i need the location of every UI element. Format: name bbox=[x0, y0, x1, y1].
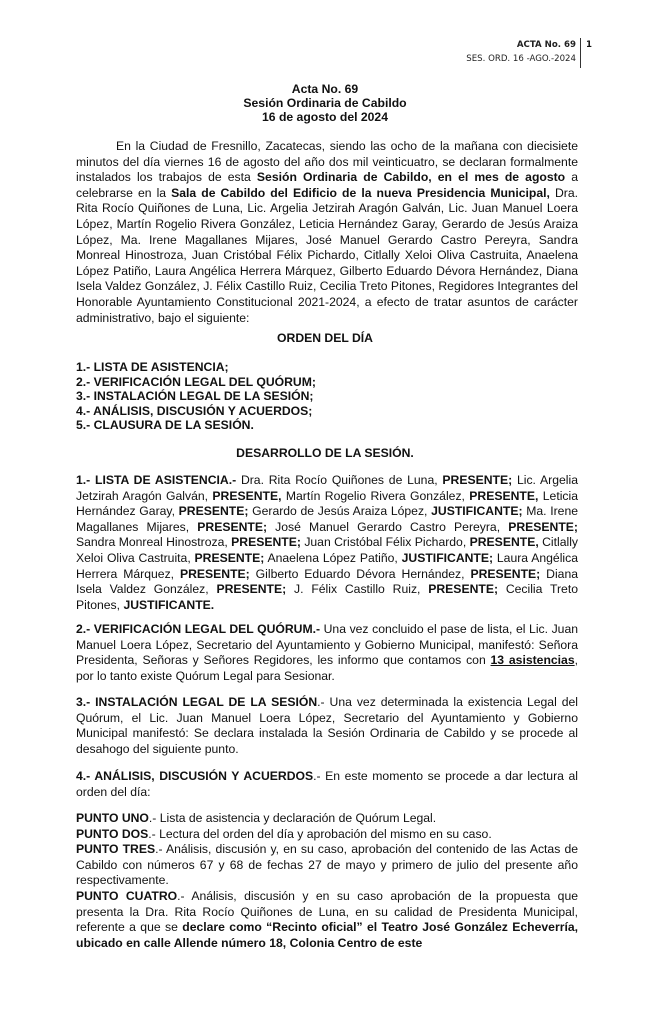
list-item: 3.- INSTALACIÓN LEGAL DE LA SESIÓN; bbox=[76, 389, 314, 403]
header-divider bbox=[580, 38, 581, 68]
status: PRESENTE; bbox=[508, 519, 578, 534]
name: Gilberto Eduardo Dévora Hernández, bbox=[249, 566, 471, 581]
status: PRESENTE; bbox=[231, 535, 301, 550]
name: Anaelena López Patiño, bbox=[264, 550, 402, 565]
punto-uno bbox=[76, 811, 578, 827]
name: Martín Rogelio Rivera González, bbox=[281, 488, 470, 503]
section-number: 4 bbox=[76, 769, 83, 783]
status: JUSTIFICANTE. bbox=[123, 597, 215, 612]
section-asistencia bbox=[76, 473, 578, 613]
punto-dos bbox=[76, 827, 578, 843]
name: Juan Cristóbal Félix Pichardo, bbox=[300, 535, 470, 550]
status: PRESENTE; bbox=[179, 566, 250, 581]
punto-text: .- Lista de asistencia y declaración de Quórum Legal. bbox=[148, 811, 437, 825]
name: Sandra Monreal Hinostroza, bbox=[76, 535, 232, 550]
page-number: 1 bbox=[586, 40, 592, 50]
status: PRESENTE; bbox=[442, 473, 513, 487]
name: Cecilia Treto Pitones, bbox=[76, 582, 579, 612]
name: José Manuel Gerardo Castro Pereyra, bbox=[267, 519, 509, 534]
intro-text: En la Ciudad de Fresnillo, Zacatecas, siendo las ocho de la mañana con diecisiete minutos del día viernes 16 de agosto del año dos mil veinticuatro, se declaran formalmente instalados los trabajos de esta bbox=[76, 139, 578, 185]
intro-text: Dra. Rita Rocío Quiñones de Luna, Lic. Argelia Jetzirah Aragón Galván, Lic. Juan Manuel Loera López, Martín Rogelio Rivera González, Leticia Hernández Garay, Gerardo de Jesús Araiza López, Ma. Irene Magallanes Mijares, José Manuel Gerardo Castro Pereyra, Sandra Monreal Hinostroza, Juan Cristóbal Félix Pichardo, Citlally Xeloi Oliva Castruita, Anaelena López Patiño, Laura Angélica Herrera Márquez, Gilberto Eduardo Dévora Hernández, Diana Isela Valdez González, J. Félix Castillo Ruiz, Cecilia Treto Pitones, Regidores Integrantes del Honorable Ayuntamiento Constitucional 2021-2024, a efecto de tratar asuntos de carácter administrativo, bajo el siguiente: bbox=[76, 185, 578, 325]
punto-text: .- Análisis, discusión y en su caso aprobación de la propuesta que presenta la Dra. Rita Rocío Quiñones de Luna, en su calidad de Presidenta Municipal, referente a que se bbox=[76, 888, 579, 935]
status: PRESENTE; bbox=[197, 519, 268, 534]
status: PRESENTE; bbox=[470, 566, 541, 581]
status: PRESENTE; bbox=[216, 582, 287, 597]
status: PRESENTE, bbox=[469, 488, 539, 503]
section-quorum bbox=[76, 622, 578, 684]
name: Citlally Xeloi Oliva Castruita, bbox=[76, 535, 579, 565]
doc-subtitle: Sesión Ordinaria de Cabildo bbox=[243, 96, 407, 110]
section-heading: 2.- VERIFICACIÓN LEGAL DEL QUÓRUM.- bbox=[76, 622, 321, 636]
name: Laura Angélica Herrera Márquez, bbox=[76, 550, 578, 581]
status: PRESENTE, bbox=[212, 488, 282, 503]
name: Dra. Rita Rocío Quiñones de Luna, bbox=[236, 473, 443, 487]
header-acta: ACTA No. 69 bbox=[516, 40, 576, 50]
orden-list bbox=[76, 360, 578, 433]
name: J. Félix Castillo Ruiz, bbox=[286, 582, 429, 597]
punto-tres bbox=[76, 842, 578, 889]
intro-text: a celebrarse en la bbox=[76, 170, 579, 200]
status: PRESENTE; bbox=[428, 582, 499, 597]
section-heading: 1.- LISTA DE ASISTENCIA.- bbox=[76, 473, 237, 487]
intro-bold: Sala de Cabildo del Edificio de la nueva Presidencia Municipal, bbox=[171, 185, 550, 200]
intro-paragraph bbox=[76, 139, 578, 326]
section-instalacion bbox=[76, 695, 578, 757]
header-session: SES. ORD. 16 -AGO.-2024 bbox=[466, 54, 576, 64]
status: JUSTIFICANTE; bbox=[431, 504, 523, 519]
list-item: 4.- ANÁLISIS, DISCUSIÓN Y ACUERDOS; bbox=[76, 403, 313, 418]
section-heading: .- INSTALACIÓN LEGAL DE LA SESIÓN bbox=[82, 695, 318, 709]
status: PRESENTE; bbox=[194, 550, 265, 565]
status: PRESENTE; bbox=[178, 504, 249, 519]
list-item: 5.- CLAUSURA DE LA SESIÓN. bbox=[76, 418, 254, 432]
doc-title: Acta No. 69 bbox=[291, 82, 359, 96]
punto-text: .- Análisis, discusión y, en su caso, aprobación del contenido de las Actas de Cabildo con números 67 y 68 de fechas 27 de mayo y primero de julio del presente año respectivamente. bbox=[76, 842, 578, 888]
section-analisis bbox=[76, 769, 578, 800]
name: Lic. Argelia Jetzirah Aragón Galván, bbox=[76, 473, 578, 503]
punto-bold-text: declare como “Recinto oficial” el Teatro José González Echeverría, ubicado en calle Allende número 18, Colonia Centro de este bbox=[76, 920, 578, 950]
punto-label: PUNTO TRES bbox=[76, 842, 156, 857]
desarrollo-heading: DESARROLLO DE LA SESIÓN. bbox=[236, 446, 414, 460]
section-text: , por lo tanto existe Quórum Legal para Sesionar. bbox=[76, 653, 579, 683]
section-number: 3 bbox=[76, 695, 83, 709]
status: JUSTIFICANTE; bbox=[401, 550, 494, 565]
punto-label: PUNTO UNO bbox=[76, 811, 149, 825]
page-header bbox=[466, 38, 576, 66]
intro-bold: Sesión Ordinaria de Cabildo, en el mes de agosto bbox=[256, 170, 566, 185]
name: Ma. Irene Magallanes Mijares, bbox=[76, 504, 578, 534]
section-heading: .- ANÁLISIS, DISCUSIÓN Y ACUERDOS bbox=[82, 769, 314, 783]
doc-date: 16 de agosto del 2024 bbox=[262, 110, 388, 124]
orden-heading: ORDEN DEL DÍA bbox=[277, 331, 373, 345]
status: PRESENTE, bbox=[469, 535, 539, 550]
punto-cuatro bbox=[76, 889, 578, 951]
section-text: Una vez concluido el pase de lista, el Lic. Juan Manuel Loera López, Secretario del Ayuntamiento y Gobierno Municipal, manifestó: Señora Presidenta, Señoras y Señores Regidores, les informo que contamos con bbox=[76, 622, 579, 668]
punto-text: .- Lectura del orden del día y aprobación del mismo en su caso. bbox=[148, 826, 492, 841]
section-text: .- Una vez determinada la existencia Legal del Quórum, el Lic. Juan Manuel Loera López, Secretario del Ayuntamiento y Gobierno Municipal manifestó: Se declara instalada la Sesión Ordinaria de Cabildo y se procede al desahogo del siguiente punto. bbox=[76, 695, 578, 756]
name: Gerardo de Jesús Araiza López, bbox=[248, 504, 432, 519]
section-text: .- En este momento se procede a dar lectura al orden del día: bbox=[76, 769, 578, 799]
name: Diana Isela Valdez González, bbox=[76, 566, 579, 597]
list-item: 1.- LISTA DE ASISTENCIA; bbox=[76, 360, 229, 374]
list-item: 2.- VERIFICACIÓN LEGAL DEL QUÓRUM; bbox=[76, 374, 316, 389]
punto-label: PUNTO DOS bbox=[76, 826, 149, 841]
puntos-list bbox=[76, 811, 578, 951]
name: Leticia Hernández Garay, bbox=[76, 488, 578, 519]
asistencias-count: 13 asistencias bbox=[490, 653, 575, 668]
punto-label: PUNTO CUATRO bbox=[76, 888, 178, 903]
